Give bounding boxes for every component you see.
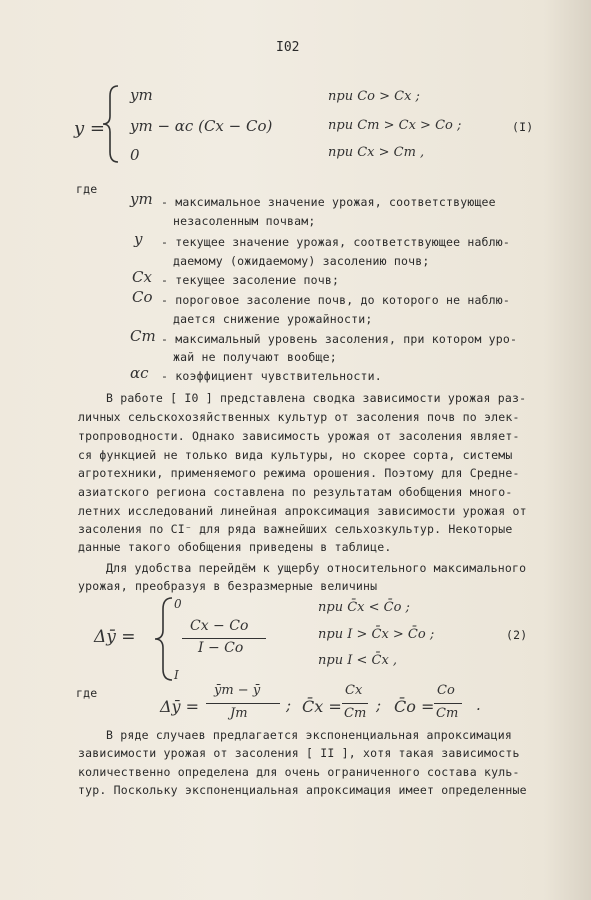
para3-line-4: тур. Поскольку экспоненциальная апроксимация имеет определенные <box>78 783 527 797</box>
def-text-y-2: даемому (ожидаемому) засолению почв; <box>173 254 430 268</box>
para1-line-4: ся функцией не только вида культуры, но скорее сорта, системы <box>78 448 513 462</box>
eq3-den-2: Cm <box>344 706 367 721</box>
def-text-co-1: - пороговое засоление почв, до которого не наблю- <box>161 293 511 307</box>
eq2-case-1: 0 <box>174 597 182 611</box>
def-text-cm-2: жай не получают вообще; <box>173 350 337 364</box>
eq2-case-2-den: I − Cо <box>198 640 244 656</box>
para2-line-1: Для удобства перейдём к ущербу относительного максимального <box>106 561 527 575</box>
def-symbol-cm: Cm <box>130 327 156 345</box>
eq1-cond-2: при Cm > Cx > Cо ; <box>328 118 462 133</box>
eq3-lhs-2: C̄x = <box>302 697 342 716</box>
where-label-2: где <box>76 686 98 700</box>
para1-line-7: летних исследований линейная апроксимация зависимости урожая от <box>78 504 527 518</box>
def-text-alpha-1: - коэффициент чувствительности. <box>161 369 382 383</box>
eq3-sep-2: ; <box>376 696 382 714</box>
eq3-fraction-bar-3 <box>434 703 462 704</box>
def-text-ym-2: незасоленным почвам; <box>173 214 316 228</box>
eq1-brace <box>100 84 122 164</box>
eq3-num-2: Cx <box>345 683 363 698</box>
para1-line-5: агротехники, применяемого режима орошения. Поэтому для Средне- <box>78 466 520 480</box>
eq1-number: (I) <box>512 120 534 134</box>
eq2-cond-1: при C̄x < C̄о ; <box>318 600 410 615</box>
para1-line-1: В работе [ I0 ] представлена сводка зависимости урожая раз- <box>106 391 527 405</box>
eq3-fraction-bar-2 <box>342 703 368 704</box>
def-text-cm-1: - максимальный уровень засоления, при котором уро- <box>161 332 518 346</box>
para3-line-2: зависимости урожая от засоления [ II ], хотя такая зависимость <box>78 746 520 760</box>
page-number: I02 <box>276 40 300 55</box>
para3-line-3: количественно определена для очень ограниченного состава куль- <box>78 765 520 779</box>
where-label-1: где <box>76 182 98 196</box>
def-symbol-y: y <box>134 230 143 248</box>
para1-line-8: засоления по CI⁻ для ряда важнейших сельхозкультур. Некоторые <box>78 522 513 536</box>
def-text-y-1: - текущее значение урожая, соответствующее наблю- <box>161 235 511 249</box>
eq3-lhs-3: C̄о = <box>394 697 435 716</box>
def-symbol-co: Cо <box>132 288 153 306</box>
eq3-end: . <box>476 696 481 714</box>
eq3-den-1: Jm <box>230 706 248 721</box>
eq3-sep-1: ; <box>286 696 292 714</box>
eq3-lhs: Δȳ = <box>160 697 200 716</box>
eq2-lhs: Δȳ = <box>94 627 136 647</box>
def-text-ym-1: - максимальное значение урожая, соответствующее <box>161 195 496 209</box>
eq1-lhs: y = <box>74 118 105 139</box>
para1-line-3: тропроводности. Однако зависимость урожая от засоления являет- <box>78 429 520 443</box>
eq2-cond-2: при I > C̄x > C̄о ; <box>318 627 435 642</box>
para1-line-9: данные такого обобщения приведены в таблице. <box>78 540 392 554</box>
eq1-case-1: ym <box>130 86 153 104</box>
eq1-cond-3: при Cx > Cm , <box>328 145 425 160</box>
eq3-den-3: Cm <box>436 706 459 721</box>
eq3-num-3: Cо <box>437 683 455 698</box>
para3-line-1: В ряде случаев предлагается экспоненциальная апроксимация <box>106 728 513 742</box>
eq2-brace <box>152 596 176 682</box>
eq3-fraction-bar-1 <box>206 703 280 704</box>
eq3-num-1: ȳm − ȳ <box>214 683 261 698</box>
para1-line-2: личных сельскохозяйственных культур от засоления почв по элек- <box>78 410 520 424</box>
para1-line-6: азиатского региона составлена по результатам обобщения много- <box>78 485 513 499</box>
eq1-case-2: ym − αc (Cx − Cо) <box>130 117 273 135</box>
eq2-number: (2) <box>506 628 528 642</box>
eq2-case-3: I <box>174 668 179 682</box>
eq1-cond-1: при Cо > Cx ; <box>328 89 420 104</box>
def-symbol-cx: Cx <box>132 268 152 286</box>
eq2-cond-3: при I < C̄x , <box>318 653 398 668</box>
eq1-case-3: 0 <box>130 146 140 164</box>
def-text-cx-1: - текущее засоление почв; <box>161 273 340 287</box>
eq2-case-2-num: Cx − Cо <box>190 618 249 634</box>
def-symbol-alpha: αc <box>130 364 149 382</box>
def-text-co-2: дается снижение урожайности; <box>173 312 373 326</box>
para2-line-2: урожая, преобразуя в безразмерные величины <box>78 579 378 593</box>
def-symbol-ym: ym <box>130 190 153 208</box>
eq2-fraction-bar <box>182 638 266 639</box>
